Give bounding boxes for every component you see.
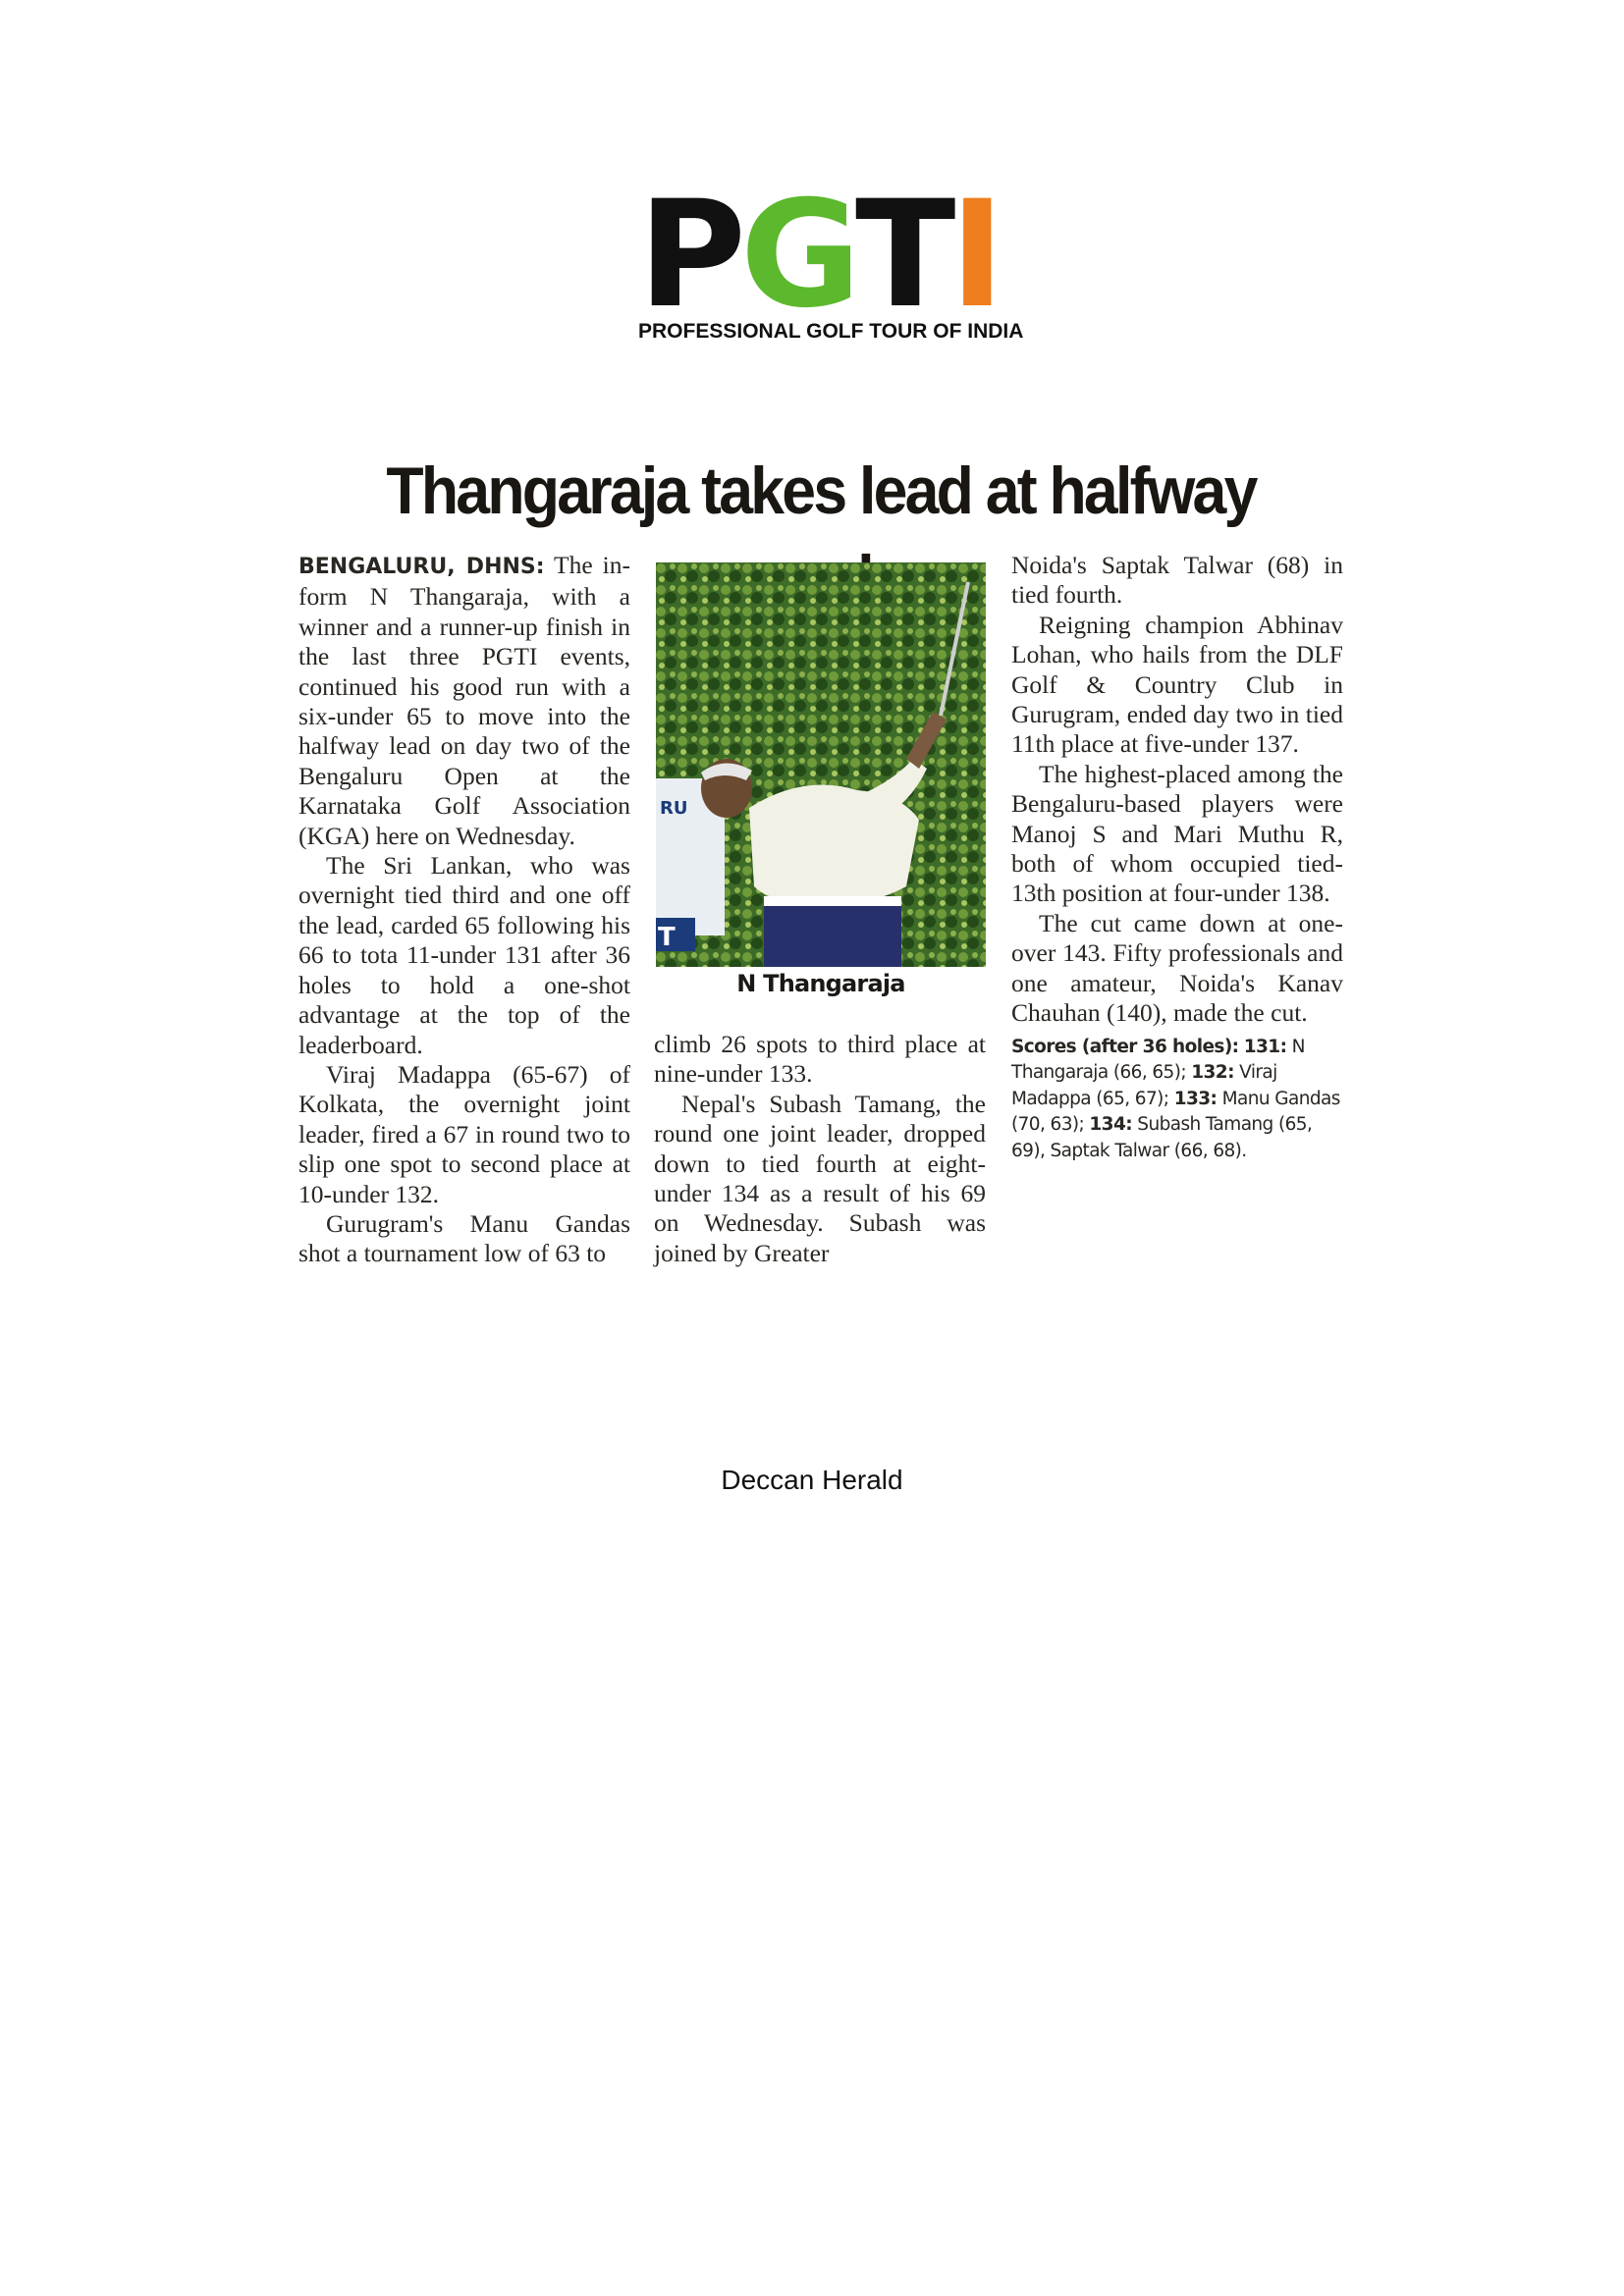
newspaper-clipping: [295, 447, 1345, 1271]
article-column-1: [298, 551, 630, 1269]
score-players: Viraj Madappa (65, 67);: [1011, 1062, 1277, 1109]
article-column-2: [654, 1030, 986, 1268]
logo-letter-i: I: [949, 170, 1000, 341]
article-paragraph: Reigning champion Abhinav Lohan, who hails from the DLF Golf & Country Club in Gurugram, ended day two in tied 11th place at five-under 137.: [1011, 610, 1343, 759]
article-paragraph: Viraj Madappa (65-67) of Kolkata, the overnight joint leader, fired a 67 in round two to slip one spot to second place at 10-under 132.: [298, 1059, 630, 1208]
article-paragraph: Gurugram's Manu Gandas shot a tournament low of 63 to: [298, 1208, 630, 1268]
svg-text:T: T: [658, 923, 676, 952]
article-paragraph: Nepal's Subash Tamang, the round one joint leader, dropped down to tied fourth at eight-under 134 as a result of his 69 on Wednesday. Subash was joined by Greater: [654, 1089, 986, 1267]
photo-caption: N Thangaraja: [736, 970, 905, 997]
article-paragraph: The highest-placed among the Bengaluru-based players were Manoj S and Mari Muthu R, both of whom occupied tied-13th position at four-under 138.: [1011, 759, 1343, 908]
source-publication: Deccan Herald: [721, 1465, 903, 1495]
score-players: N Thangaraja (66, 65);: [1011, 1036, 1305, 1083]
score-players: Subash Tamang (65, 69), Saptak Talwar (66, 68).: [1011, 1114, 1313, 1161]
score-value: 134:: [1089, 1114, 1133, 1135]
logo-letter-g: G: [739, 170, 856, 341]
score-value: 131:: [1243, 1036, 1287, 1057]
article-paragraph: Noida's Saptak Talwar (68) in tied fourth.: [1011, 551, 1343, 610]
article-column-3: [1011, 551, 1343, 1164]
article-paragraph: The cut came down at one-over 143. Fifty professionals and one amateur, Noida's Kanav Chauhan (140), made the cut.: [1011, 908, 1343, 1028]
logo-letter-t: T: [855, 170, 950, 341]
sponsor-board-text: RU: [660, 798, 688, 819]
article-paragraph: The Sri Lankan, who was overnight tied third and one off the lead, carded 65 following his 66 to tota 11-under 131 after 36 holes to hold a one-shot advantage at the top of the leaderboard.: [298, 851, 630, 1059]
article-dateline: BENGALURU, DHNS:: [298, 555, 545, 579]
golfer-image: [656, 562, 986, 967]
article-headline: Thangaraja takes lead at halfway: [386, 454, 1256, 528]
scores-label: Scores (after 36 holes):: [1011, 1036, 1239, 1057]
paragraph-text: The in-form N Thangaraja, with a winner and a runner-up finish in the last three PGTI events, continued his good run with a six-under 65 to move into the halfway lead on day two of the Bengaluru Open at the Karnataka Golf Association (KGA) here on Wednesday.: [298, 551, 630, 850]
score-value: 133:: [1173, 1088, 1218, 1109]
pgti-logo: [638, 170, 1024, 351]
article-paragraph: climb 26 spots to third place at nine-under 133.: [654, 1030, 986, 1089]
score-players: Manu Gandas (70, 63);: [1011, 1088, 1340, 1135]
logo-subtitle: PROFESSIONAL GOLF TOUR OF INDIA: [638, 320, 1024, 343]
article-paragraph: [298, 551, 630, 851]
scores-summary: [1011, 1035, 1343, 1165]
player-photo: [656, 562, 986, 967]
logo-letter-p: P: [638, 170, 740, 341]
score-value: 132:: [1191, 1062, 1234, 1083]
